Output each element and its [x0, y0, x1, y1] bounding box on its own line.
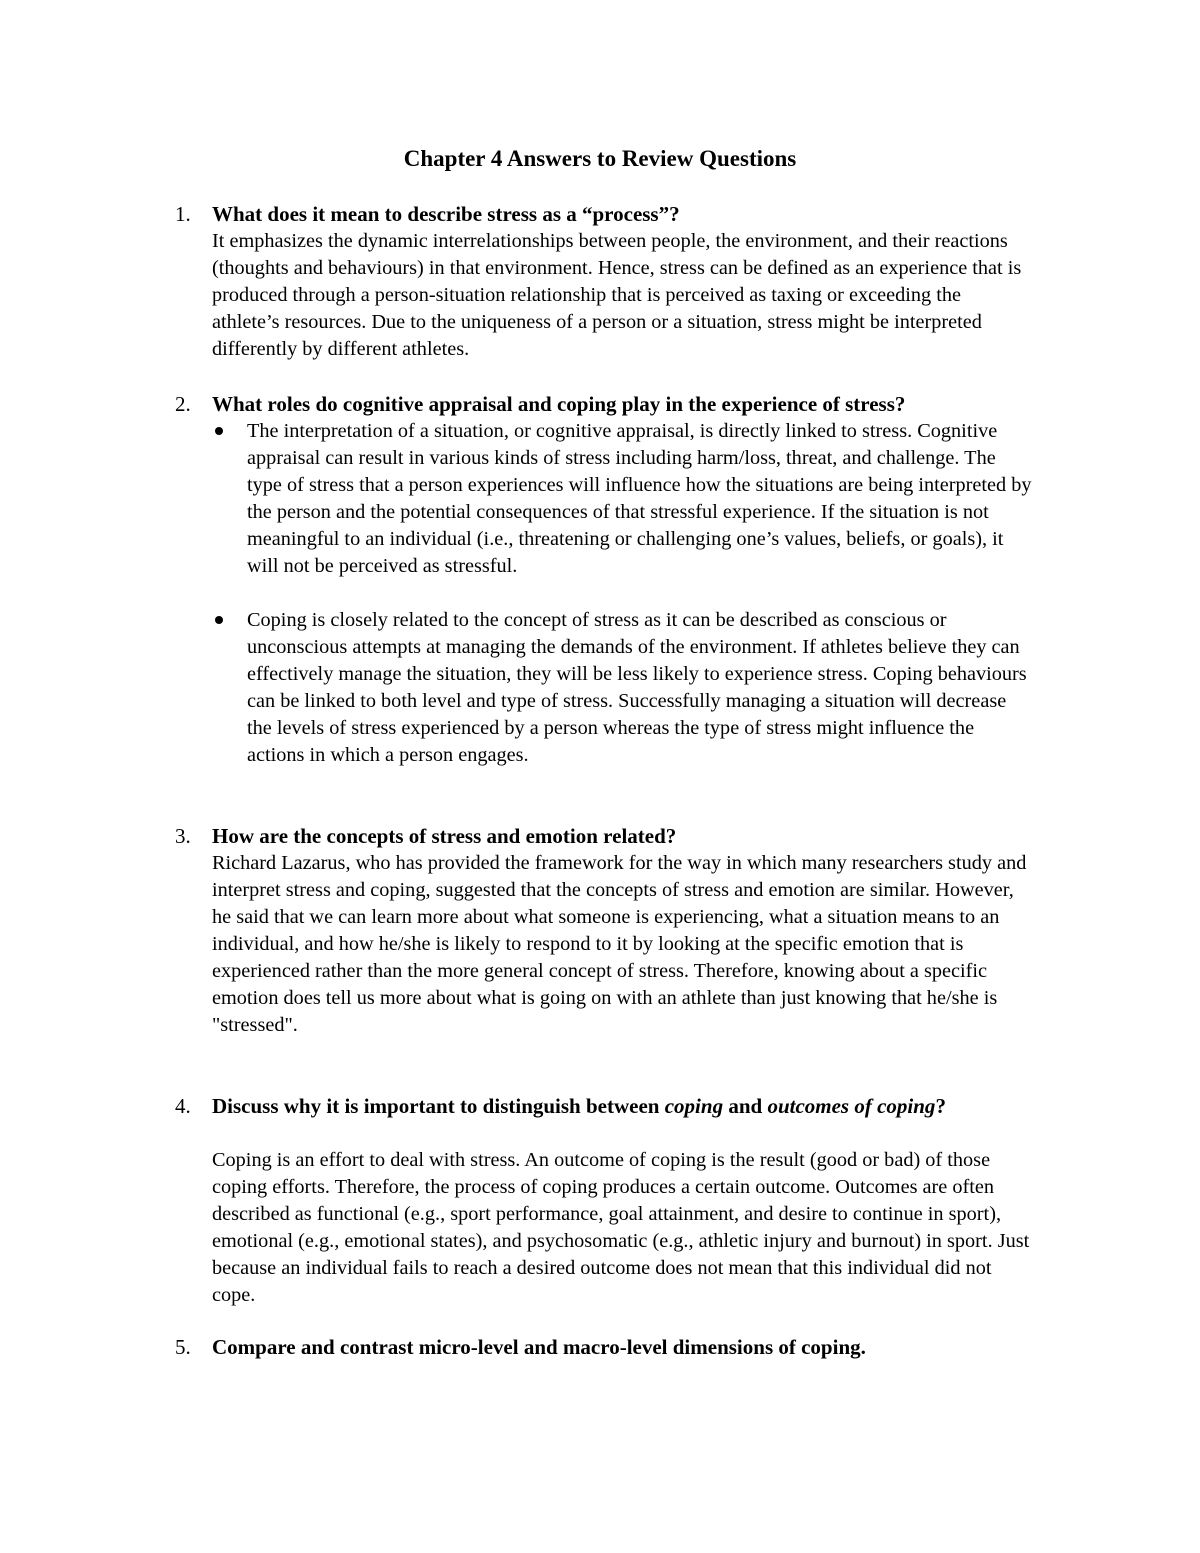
- question-heading: Compare and contrast micro-level and macro-level dimensions of coping.: [212, 1335, 866, 1359]
- heading-emphasis: coping: [664, 1094, 724, 1118]
- heading-text: ?: [935, 1094, 946, 1118]
- bullet-icon: [215, 427, 223, 435]
- answer-paragraph: It emphasizes the dynamic interrelationships between people, the environment, and their reactions (thoughts and behaviours) in that environment. Hence, stress can be defined as an experience that is produced through a person-situation relationship that is perceived as taxing or exceeding the athlete’s resources. Due to the uniqueness of a person or a situation, stress might be interpreted differently by different athletes.: [212, 230, 1022, 360]
- answer-paragraph: Richard Lazarus, who has provided the framework for the way in which many researchers study and interpret stress and coping, suggested that the concepts of stress and emotion are similar. However, he said that we can learn more about what someone is experiencing, what a situation means to an individual, and how he/she is likely to respond to it by looking at the specific emotion that is experienced rather than the more general concept of stress. Therefore, knowing about a specific emotion does tell us more about what is going on with an athlete than just knowing that he/she is "stressed".: [212, 852, 1027, 1036]
- bullet-text: The interpretation of a situation, or cognitive appraisal, is directly linked to stress. Cognitive appraisal can result in various kinds of stress including harm/loss, threat, and challenge. The type of stress that a person experiences will influence how the situations are being interpreted by the person and the potential consequences of that stressful experience. If the situation is not meaningful to an individual (i.e., threatening or challenging one’s values, beliefs, or goals), it will not be perceived as stressful.: [247, 420, 1032, 577]
- question-heading: What does it mean to describe stress as a “process”?: [212, 202, 680, 226]
- question-number: 5.: [175, 1335, 191, 1359]
- question-heading: What roles do cognitive appraisal and coping play in the experience of stress?: [212, 392, 906, 416]
- bullet-text: Coping is closely related to the concept of stress as it can be described as conscious or unconscious attempts at managing the demands of the environment. If athletes believe they can effectively manage the situation, they will be less likely to experience stress. Coping behaviours can be linked to both level and type of stress. Successfully managing a situation will decrease the levels of stress experienced by a person whereas the type of stress might influence the actions in which a person engages.: [247, 609, 1027, 766]
- question-heading: [212, 1093, 1012, 1120]
- question-number: 1.: [175, 202, 191, 226]
- bullet-icon: [215, 616, 223, 624]
- question-number: 4.: [175, 1094, 191, 1118]
- heading-text: Discuss why it is important to distinguish between: [212, 1094, 665, 1118]
- page-title: Chapter 4 Answers to Review Questions: [403, 146, 797, 171]
- question-number: 3.: [175, 824, 191, 848]
- heading-text: and: [723, 1094, 768, 1118]
- answer-paragraph: Coping is an effort to deal with stress. An outcome of coping is the result (good or bad) of those coping efforts. Therefore, the process of coping produces a certain outcome. Outcomes are often described as functional (e.g., sport performance, goal attainment, and desire to continue in sport), emotional (e.g., emotional states), and psychosomatic (e.g., athletic injury and burnout) in sport. Just because an individual fails to reach a desired outcome does not mean that this individual did not cope.: [212, 1149, 1030, 1306]
- question-heading: How are the concepts of stress and emotion related?: [212, 824, 677, 848]
- question-number: 2.: [175, 392, 191, 416]
- heading-emphasis: outcomes of coping: [767, 1094, 936, 1118]
